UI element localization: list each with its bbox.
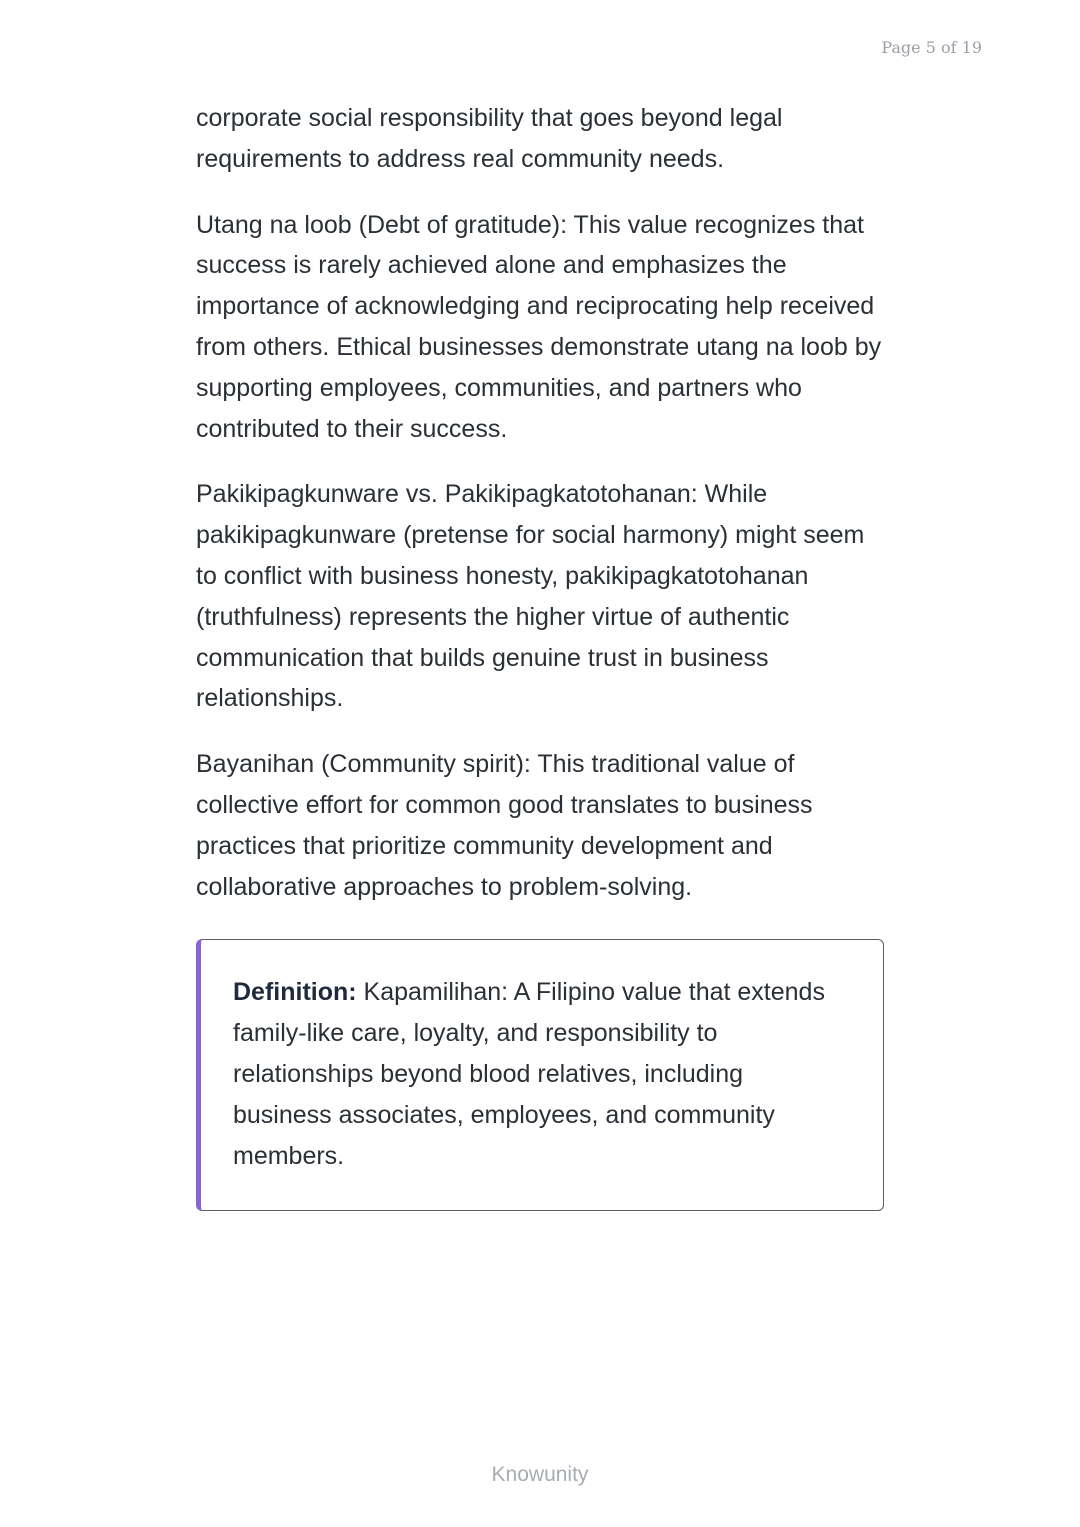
paragraph-csr-continuation: corporate social responsibility that goes beyond legal requirements to address real community needs. [196, 104, 783, 173]
definition-box [196, 939, 884, 1211]
page-number: Page 5 of 19 [881, 38, 982, 57]
document-body [196, 98, 886, 1211]
paragraph-bayanihan: Bayanihan (Community spirit): This traditional value of collective effort for common good translates to business practices that prioritize community development and collaborative approaches to problem-solving. [196, 750, 813, 901]
definition-label: Definition: [233, 978, 357, 1007]
paragraph-utang-na-loob: Utang na loob (Debt of gratitude): This value recognizes that success is rarely achieved alone and emphasizes the importance of acknowledging and reciprocating help received from others. Ethical businesses demonstrate utang na loob by supporting employees, communities, and partners who contributed to their success. [196, 210, 882, 443]
paragraph-pakikipagkatotohanan: Pakikipagkunware vs. Pakikipagkatotohanan: While pakikipagkunware (pretense for social harmony) might seem to conflict with business honesty, pakikipagkatotohanan (truthfulness) represents the higher virtue of authentic communication that builds genuine trust in business relationships. [196, 480, 865, 713]
definition-body: Kapamilihan: A Filipino value that extends family-like care, loyalty, and responsibility to relationships beyond blood relatives, including business associates, employees, and community members. [233, 978, 825, 1170]
footer-brand: Knowunity [491, 1463, 589, 1486]
definition-text [233, 972, 843, 1176]
